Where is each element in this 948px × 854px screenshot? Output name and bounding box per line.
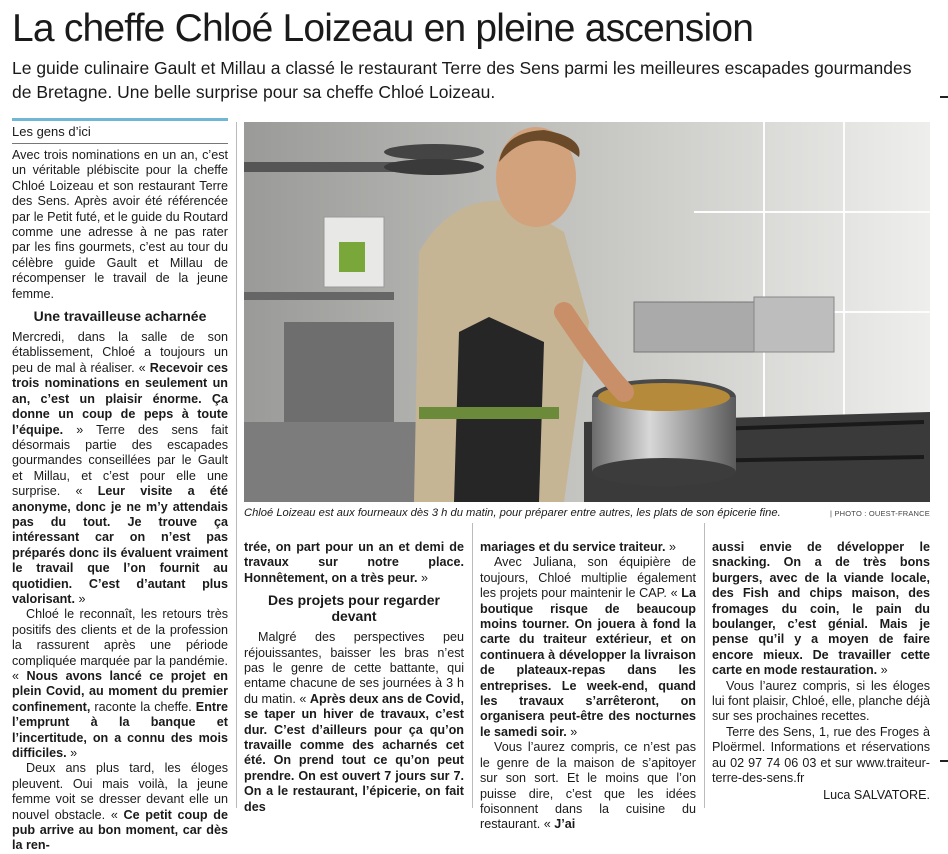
paragraph bbox=[244, 540, 464, 586]
quote: aussi envie de développer le snacking. On a de très bons burgers, avec de la viande locale, des Fish and chips maison, des fromages du coin, le pain du boulanger, c’est génial. Mais je pense qu’il y a moyen de faire encore mieux. De travailler cette carte en mode restauration. bbox=[712, 540, 930, 678]
paragraph bbox=[12, 761, 228, 853]
neighbor-column-edge bbox=[940, 96, 948, 98]
rubric-bar bbox=[12, 118, 228, 121]
quote: Ce petit coup de pub arrive au bon moment, car dès la ren- bbox=[12, 807, 228, 853]
practical-info: Terre des Sens, 1, rue des Froges à Ploërmel. Informations et réservations au 02 97 74 06 03 et sur www.traiteur-terre-des-sens.fr bbox=[712, 724, 930, 786]
quote: mariages et du service traiteur. bbox=[480, 540, 666, 554]
text: raconte la cheffe. bbox=[90, 699, 196, 714]
chef-cooking-illustration bbox=[244, 122, 930, 502]
text: » bbox=[566, 724, 578, 739]
article-photo bbox=[244, 122, 930, 502]
column-2 bbox=[244, 540, 464, 815]
quote: trée, on part pour un an et demi de travaux sur notre place. Honnêtement, on a très peur. bbox=[244, 540, 464, 585]
quote: La boutique risque de beaucoup moins tourner. On jouera à fond la carte du traiteur extérieur, et on continuera à développer la livraison de plateaux-repas dans les entreprises. Le week-end, quand les travaux s’arrêteront, on organisera peut-être des nocturnes le samedi soir. bbox=[480, 586, 696, 739]
paragraph bbox=[480, 555, 696, 740]
text: » bbox=[75, 591, 86, 606]
paragraph bbox=[480, 740, 696, 832]
column-4 bbox=[712, 540, 930, 787]
paragraph bbox=[12, 330, 228, 607]
quote: J’ai bbox=[554, 817, 576, 832]
column-divider bbox=[704, 523, 705, 808]
column-3 bbox=[480, 540, 696, 833]
quote: Entre l’emprunt à la banque et l’incertitude, on a connu des mois difficiles. bbox=[12, 699, 228, 761]
paragraph bbox=[244, 630, 464, 815]
paragraph bbox=[12, 607, 228, 761]
photo-caption: Chloé Loizeau est aux fourneaux dès 3 h du matin, pour préparer entre autres, les plats de son épicerie fine. bbox=[244, 507, 781, 519]
column-divider bbox=[472, 523, 473, 808]
text: » Terre des sens fait désormais partie des escapades gourmandes conseillées par le Gault et Millau, et c’est pour elle une surprise. « bbox=[12, 422, 228, 499]
rubric-label: Les gens d’ici bbox=[12, 124, 91, 139]
subheading-travailleuse: Une travailleuse acharnée bbox=[33, 308, 207, 325]
column-1 bbox=[12, 148, 228, 854]
column-divider bbox=[236, 122, 237, 808]
text: » bbox=[665, 540, 677, 554]
quote: Leur visite a été anonyme, donc je ne m’y attendais pas du tout. Je trouve ça intéressant car on n’est pas préparés donc ils évaluent vraiment le travail que l’on fournit au quotidien. C’est d’autant plus valorisant. bbox=[12, 484, 229, 606]
headline: La cheffe Chloé Loizeau en pleine ascension bbox=[12, 7, 754, 50]
paragraph: Vous l’aurez compris, si les éloges lui font plaisir, Chloé, elle, planche déjà sur ses prochaines recettes. bbox=[712, 678, 930, 724]
text: Avec Juliana, son équipière de toujours, Chloé multiplie également les projets pour maintenir le CAP. « bbox=[480, 555, 696, 601]
paragraph bbox=[712, 540, 930, 679]
text: Deux ans plus tard, les éloges pleuvent. Oui mais voilà, la jeune femme voit se dresser devant elle un nouvel obstacle. « bbox=[12, 761, 228, 822]
text: Malgré des perspectives peu réjouissantes, baisser les bras n’est pas le genre de cette battante, qui entame chacune de ses journées à 3 h du matin. « bbox=[244, 630, 464, 706]
text: Vous l’aurez compris, ce n’est pas le genre de la maison de s’apitoyer sur son sort. Et le moins que l’on puisse dire, c’est que les idées foisonnent dans la cuisine du restaurant. « bbox=[480, 740, 696, 832]
intro-paragraph: Avec trois nominations en un an, c’est un véritable plébiscite pour la cheffe Chloé Loizeau et son restaurant Terre des Sens. Après avoir été référencée par le Petit futé, et le guide du Routard comme une adresse à ne pas rater par les fins gourmets, c’est au tour du célèbre guide Gault et Millau de récompenser le travail de la jeune femme. bbox=[12, 148, 228, 301]
subheading-projets: Des projets pour regarder devant bbox=[268, 592, 440, 625]
text: Mercredi, dans la salle de son établissement, Chloé a toujours un peu de mal à réaliser. « bbox=[12, 330, 228, 375]
paragraph bbox=[480, 540, 696, 555]
neighbor-column-edge bbox=[940, 760, 948, 762]
text: » bbox=[66, 746, 78, 761]
quote: Après deux ans de Covid, se taper un hiver de travaux, c’est dur. C’est d’ailleurs pour ça qu’on travaille comme des acharnés cet été. On prend tout ce qu’on peut prendre. On est ouvert 7 jours sur 7. On a le restaurant, l’épicerie, on fait des bbox=[244, 691, 464, 814]
rubric-divider bbox=[12, 143, 228, 144]
text: Chloé le reconnaît, les retours très positifs des clients et de la profession la rassurent après une période compliquée marquée par la pandémie. « bbox=[12, 607, 228, 683]
quote: Recevoir ces trois nominations en seulement un an, c’est un plaisir énorme. Ça donne un coup de peps à toute l’équipe. bbox=[12, 360, 229, 437]
text: » bbox=[417, 570, 429, 585]
text: » bbox=[877, 663, 888, 678]
byline: Luca SALVATORE. bbox=[823, 788, 930, 802]
photo-credit: | PHOTO : OUEST-FRANCE bbox=[830, 509, 930, 518]
quote: Nous avons lancé ce projet en plein Covid, au moment du premier confinement, bbox=[12, 669, 228, 714]
lead-paragraph: Le guide culinaire Gault et Millau a classé le restaurant Terre des Sens parmi les meilleures escapades gourmandes de Bretagne. Une belle surprise pour sa cheffe Chloé Loizeau. bbox=[12, 58, 912, 102]
